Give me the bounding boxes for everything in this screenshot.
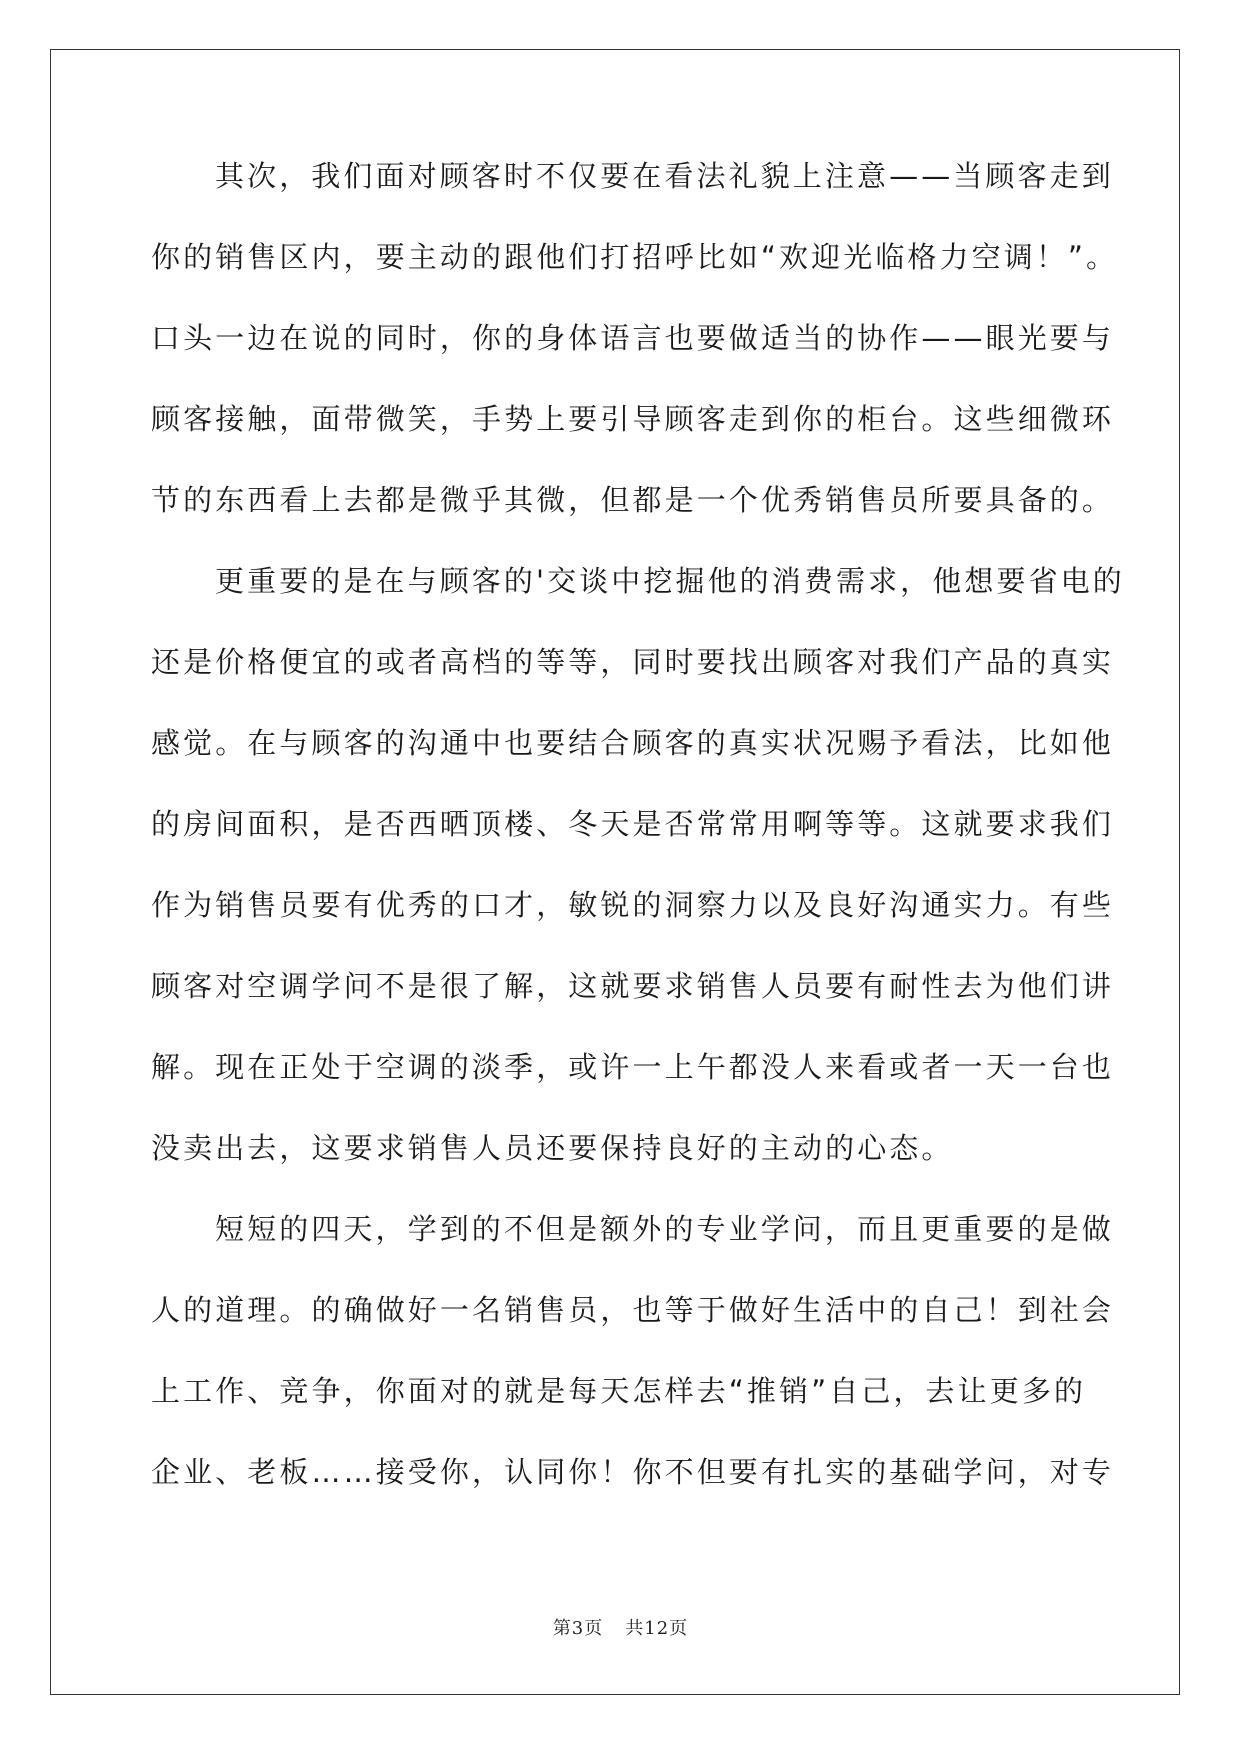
text-line: 节的东西看上去都是微乎其微，但都是一个优秀销售员所要具备的。 <box>151 483 1115 517</box>
text-line: 还是价格便宜的或者高档的等等，同时要找出顾客对我们产品的真实 <box>151 645 1115 679</box>
text-line: 作为销售员要有优秀的口才，敏锐的洞察力以及良好沟通实力。有些 <box>151 888 1115 922</box>
text-line: 人的道理。的确做好一名销售员，也等于做好生活中的自己！到社会 <box>151 1293 1115 1327</box>
document-body <box>151 159 1125 1539</box>
text-line: 企业、老板……接受你，认同你！你不但要有扎实的基础学问，对专 <box>151 1455 1115 1489</box>
text-line: 解。现在正处于空调的淡季，或许一上午都没人来看或者一天一台也 <box>151 1050 1115 1084</box>
text-line: 顾客接触，面带微笑，手势上要引导顾客走到你的柜台。这些细微环 <box>151 402 1115 436</box>
page-number-current: 第3页 <box>552 1618 604 1639</box>
text-line: 短短的四天，学到的不但是额外的专业学问，而且更重要的是做 <box>215 1212 1114 1246</box>
text-line: 更重要的是在与顾客的'交谈中挖掘他的消费需求，他想要省电的 <box>215 564 1125 598</box>
page-footer <box>0 1614 1241 1640</box>
text-line: 的房间面积，是否西晒顶楼、冬天是否常常用啊等等。这就要求我们 <box>151 807 1115 841</box>
text-line: 没卖出去，这要求销售人员还要保持良好的主动的心态。 <box>151 1131 954 1165</box>
text-line: 你的销售区内，要主动的跟他们打招呼比如“欢迎光临格力空调！”。 <box>151 240 1119 274</box>
page-number-total: 共12页 <box>625 1618 689 1639</box>
text-line: 口头一边在说的同时，你的身体语言也要做适当的协作——眼光要与 <box>151 321 1115 355</box>
text-line: 上工作、竞争，你面对的就是每天怎样去“推销”自己，去让更多的 <box>151 1374 1087 1408</box>
text-line: 顾客对空调学问不是很了解，这就要求销售人员要有耐性去为他们讲 <box>151 969 1115 1003</box>
text-line: 感觉。在与顾客的沟通中也要结合顾客的真实状况赐予看法，比如他 <box>151 726 1115 760</box>
text-line: 其次，我们面对顾客时不仅要在看法礼貌上注意——当顾客走到 <box>215 159 1114 193</box>
